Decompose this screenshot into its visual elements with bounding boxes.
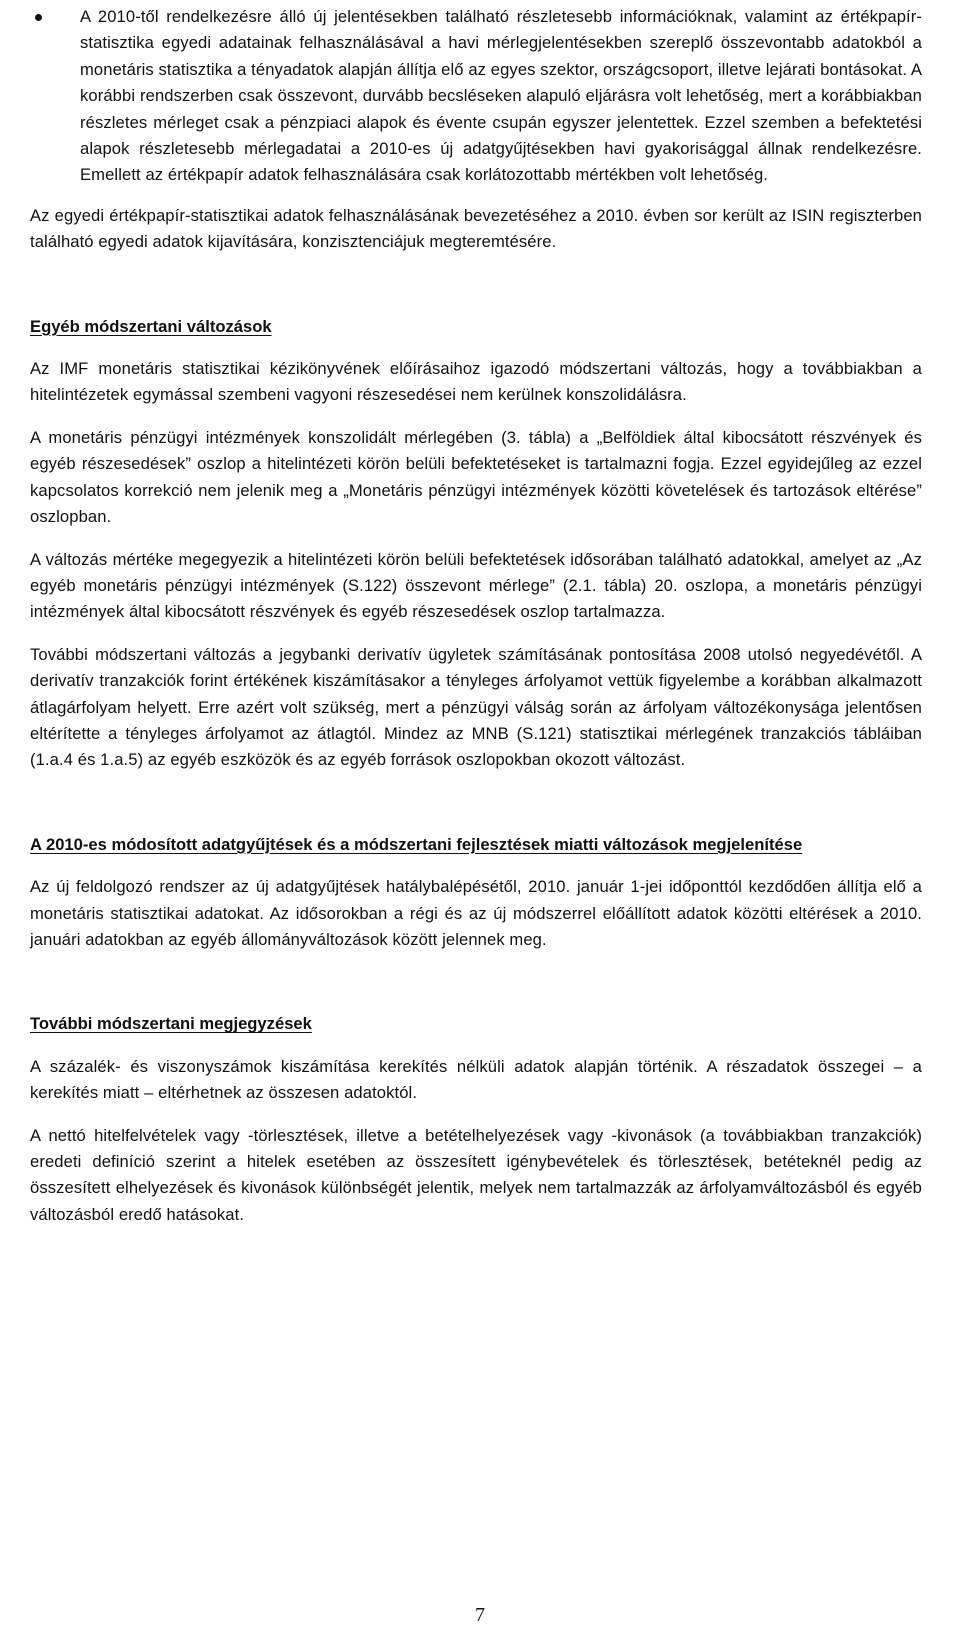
section1-paragraph-2: A monetáris pénzügyi intézmények konszolidált mérlegében (3. tábla) a „Belföldiek által kibocsátott részvények és egyéb részesedések” oszlop a hitelintézeti körön belüli befektetéseket is tartalmazni fogja. Ezzel egyidejűleg az ezzel kapcsolatos korrekció nem jelenik meg a „Monetáris pénzügyi intézmények közötti követelések és tartozások eltérése” oszlopban. [30, 427, 922, 527]
section1-paragraph-4: További módszertani változás a jegybanki derivatív ügyletek számításának pontosítása 2008 utolsó negyedévétől. A derivatív tranzakciók forint értékének kiszámításakor a tényleges árfolyamot vettük figyelembe a korábban alkalmazott átlagárfolyam helyett. Erre azért volt szükség, mert a pénzügyi válság során az árfolyam változékonysága jelentősen eltérítette a tényleges árfolyamot az átlagtól. Mindez az MNB (S.121) statisztikai mérlegének tranzakciós tábláiban (1.a.4 és 1.a.5) az egyéb eszközök és az egyéb források oszlopokban okozott változást. [30, 644, 922, 770]
section1-paragraph-1: Az IMF monetáris statisztikai kézikönyvének előírásaihoz igazodó módszertani változás, hogy a továbbiakban a hitelintézetek egymással szembeni vagyoni részesedései nem kerülnek konszolidálásra. [30, 359, 922, 405]
page-number: 7 [475, 1604, 485, 1626]
bullet-dot-icon [35, 14, 42, 21]
bullet-paragraph: A 2010-től rendelkezésre álló új jelentésekben található részletesebb információknak, valamint az értékpapír-statisztika egyedi adatainak felhasználásával a havi mérlegjelentésekben szereplő összevontabb adatokból a monetáris statisztika a tényadatok alapján állítja elő az egyes szektor, országcsoport, illetve lejárati bontásokat. A korábbi rendszerben csak összevont, durvább becsléseken alapuló eljárásra volt lehetőség, mert a korábbiakban részletes mérleget csak a pénzpiaci alapok és évente csupán egyszer jelentettek. Ezzel szemben a befektetési alapok részletesebb mérlegadatai a 2010-es új adatgyűjtésekben havi gyakorisággal állnak rendelkezésre. Emellett az értékpapír adatok felhasználására csak korlátozottabb mértékben volt lehetőség. [80, 7, 922, 185]
section-heading-other-methodology: Egyéb módszertani változások [30, 316, 272, 336]
section3-paragraph-2: A nettó hitelfelvételek vagy -törlesztések, illetve a betételhelyezések vagy -kivonások (a továbbiakban tranzakciók) eredeti definíció szerint a hitelek esetében az összesített igénybevételek és törlesztések, betéteknél pedig az összesített elhelyezések és kivonások különbségét jelentik, melyek nem tartalmazzák az árfolyamváltozásból és egyéb változásból eredő hatásokat. [30, 1125, 922, 1224]
section1-paragraph-3: A változás mértéke megegyezik a hitelintézeti körön belüli befektetések idősorában található adatokkal, amelyet az „Az egyéb monetáris pénzügyi intézmények (S.122) összevont mérlege” (2.1. tábla) 20. oszlopa, a monetáris pénzügyi intézmények által kibocsátott részvények és egyéb részesedések oszlop tartalmazza. [30, 549, 922, 622]
document-page [30, 0, 922, 1228]
section2-paragraph-1: Az új feldolgozó rendszer az új adatgyűjtések hatálybalépésétől, 2010. január 1-jei időponttól kezdődően állítja elő a monetáris statisztikai adatokat. Az idősorokban a régi és az új módszerrel előállított adatok közötti eltérések a 2010. januári adatokban az egyéb állományváltozások között jelennek meg. [30, 877, 922, 949]
section3-paragraph-1: A százalék- és viszonyszámok kiszámítása kerekítés nélküli adatok alapján történik. A részadatok összegei – a kerekítés miatt – eltérhetnek az összesen adatoktól. [30, 1056, 922, 1103]
isin-paragraph: Az egyedi értékpapír-statisztikai adatok felhasználásának bevezetéséhez a 2010. évben sor került az ISIN regiszterben található egyedi adatok kijavítására, konzisztenciájuk megteremtésére. [30, 205, 922, 252]
bullet-list-item [80, 4, 922, 189]
section-heading-2010-changes: A 2010-es módosított adatgyűjtések és a módszertani fejlesztések miatti változások megjelenítése [30, 834, 803, 854]
section-heading-further-notes: További módszertani megjegyzések [30, 1014, 312, 1034]
